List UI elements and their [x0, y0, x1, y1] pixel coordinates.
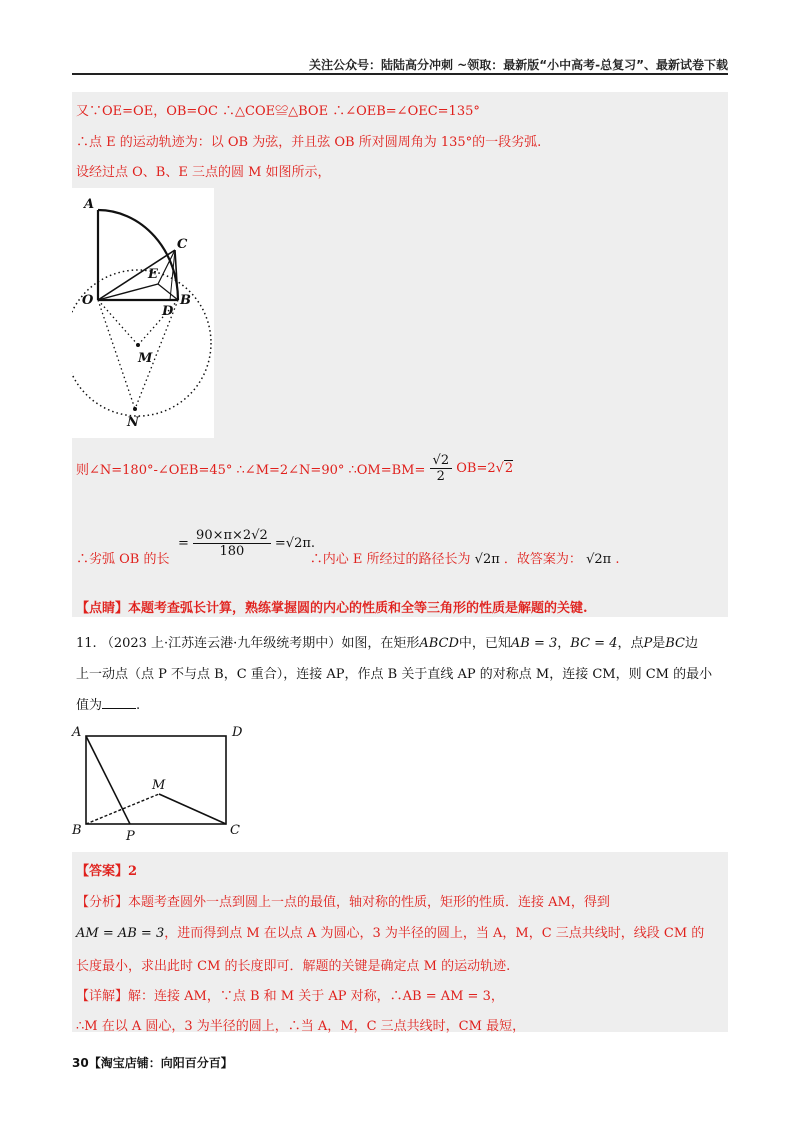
problem11-line2: 上一动点（点 P 不与点 B，C 重合），连接 AP，作点 B 关于直线 AP 的对称点 M，连接 CM，则 CM 的最小 — [76, 667, 713, 682]
detail-line-1: 【详解】解：连接 AM，∵点 B 和 M 关于 AP 对称，∴AB = AM = 3， — [76, 989, 504, 1004]
fig1-label-E: E — [148, 267, 158, 282]
frac-den: 2 — [436, 469, 445, 484]
page-footer: 30【淘宝店铺：向阳百分百】 — [72, 1056, 233, 1070]
problem-text-b: 中，已知 — [458, 636, 511, 651]
answer-block — [72, 852, 728, 1032]
problem-ab3: AB = 3 — [510, 636, 558, 651]
eq-result: =√2π. — [274, 536, 316, 551]
fig1-label-D: D — [162, 304, 174, 319]
solution-line-2: ∴点 E 的运动轨迹为：以 OB 为弦，并且弦 OB 所对圆周角为 135°的一段劣弧. — [76, 135, 542, 150]
problem-line3: 值为 — [76, 698, 103, 713]
fig2-label-M: M — [152, 778, 166, 793]
problem-text-c: ，点 — [617, 636, 644, 651]
eq-num: 90×π×2√2 — [193, 528, 271, 544]
analysis-line-3: 长度最小，求出此时 CM 的长度即可．解题的关键是确定点 M 的运动轨迹. — [76, 959, 511, 974]
line4-radical: √2 — [495, 461, 514, 476]
figure-rectangle — [68, 722, 258, 844]
problem-p: P — [643, 636, 653, 651]
sqrt2-over-2 — [430, 453, 453, 484]
detail-line-2: ∴M 在以 A 圆心，3 为半径的圆上，∴当 A，M，C 三点共线时，CM 最短， — [76, 1019, 526, 1034]
analysis-math: AM = AB = 3 — [76, 926, 165, 941]
problem-bc: BC — [665, 636, 685, 651]
problem-abcd: ABCD — [419, 636, 459, 651]
problem-text-e: 边 — [685, 636, 699, 651]
fig2-label-C: C — [230, 823, 240, 838]
solution-line-5 — [76, 548, 619, 567]
problem-text-d: 是 — [652, 636, 666, 651]
fig2-label-P: P — [126, 829, 135, 844]
problem-source: （2023 上·江苏连云港·九年级统考期中） — [100, 636, 342, 651]
answer-blank — [102, 708, 136, 709]
fig1-label-N: N — [127, 415, 139, 430]
fig1-label-C: C — [177, 237, 188, 252]
fig1-label-B: B — [180, 293, 191, 308]
solution-line-3: 设经过点 O、B、E 三点的圆 M 如图所示， — [76, 165, 331, 180]
problem-comma: ， — [557, 636, 571, 651]
tip-line: 【点睛】本题考查弧长计算，熟练掌握圆的内心的性质和全等三角形的性质是解题的关键. — [76, 601, 588, 616]
figure-circle — [72, 188, 214, 438]
answer-label: 【答案】2 — [76, 864, 138, 879]
fig2-label-A: A — [72, 725, 82, 740]
line5-c: ．故答案为： — [503, 552, 582, 567]
line5-a: ∴劣弧 OB 的长 — [76, 552, 170, 567]
problem11-line1 — [76, 632, 698, 651]
frac-num: √2 — [430, 453, 453, 469]
problem-bc4: BC = 4 — [570, 636, 618, 651]
analysis-text: ，进而得到点 M 在以点 A 为圆心，3 为半径的圆上，当 A，M，C 三点共线时，线段 CM 的 — [164, 926, 705, 941]
problem-text-a: 如图，在矩形 — [341, 636, 420, 651]
fig2-label-B: B — [72, 823, 82, 838]
header-rule — [72, 73, 728, 75]
analysis-line-1: 【分析】本题考查圆外一点到圆上一点的最值，轴对称的性质，矩形的性质．连接 AM，得到 — [76, 895, 610, 910]
line5-val1: √2π — [474, 552, 500, 567]
problem-line3-end: . — [136, 698, 141, 713]
figure-circle-svg — [72, 188, 214, 438]
line4-prefix: 则∠N=180°-∠OEB=45° ∴∠M=2∠N=90° ∴OM=BM= — [76, 463, 426, 478]
line5-b: ∴内心 E 所经过的路径长为 — [309, 552, 471, 567]
problem11-line3 — [76, 694, 140, 713]
fig2-label-D: D — [232, 725, 243, 740]
fig1-label-M: M — [138, 351, 153, 366]
eq-den: 180 — [219, 544, 245, 559]
page-header: 关注公众号：陆陆高分冲刺 ~领取：最新版“小中高考-总复习”、最新试卷下载 — [309, 58, 728, 72]
line4-suffix: OB=2 — [456, 461, 496, 476]
line5-val2: √2π — [586, 552, 612, 567]
figure-rectangle-svg — [68, 722, 258, 844]
fig1-label-A: A — [84, 197, 95, 212]
analysis-line-2 — [76, 922, 704, 941]
problem-number: 11. — [76, 636, 97, 651]
fig1-label-O: O — [82, 293, 94, 308]
line5-end: . — [615, 552, 620, 567]
solution-line-4 — [76, 453, 513, 484]
solution-line-1: 又∵OE=OE，OB=OC ∴△COE≌△BOE ∴∠OEB=∠OEC=135° — [76, 104, 480, 119]
eq-prefix: = — [178, 536, 189, 551]
